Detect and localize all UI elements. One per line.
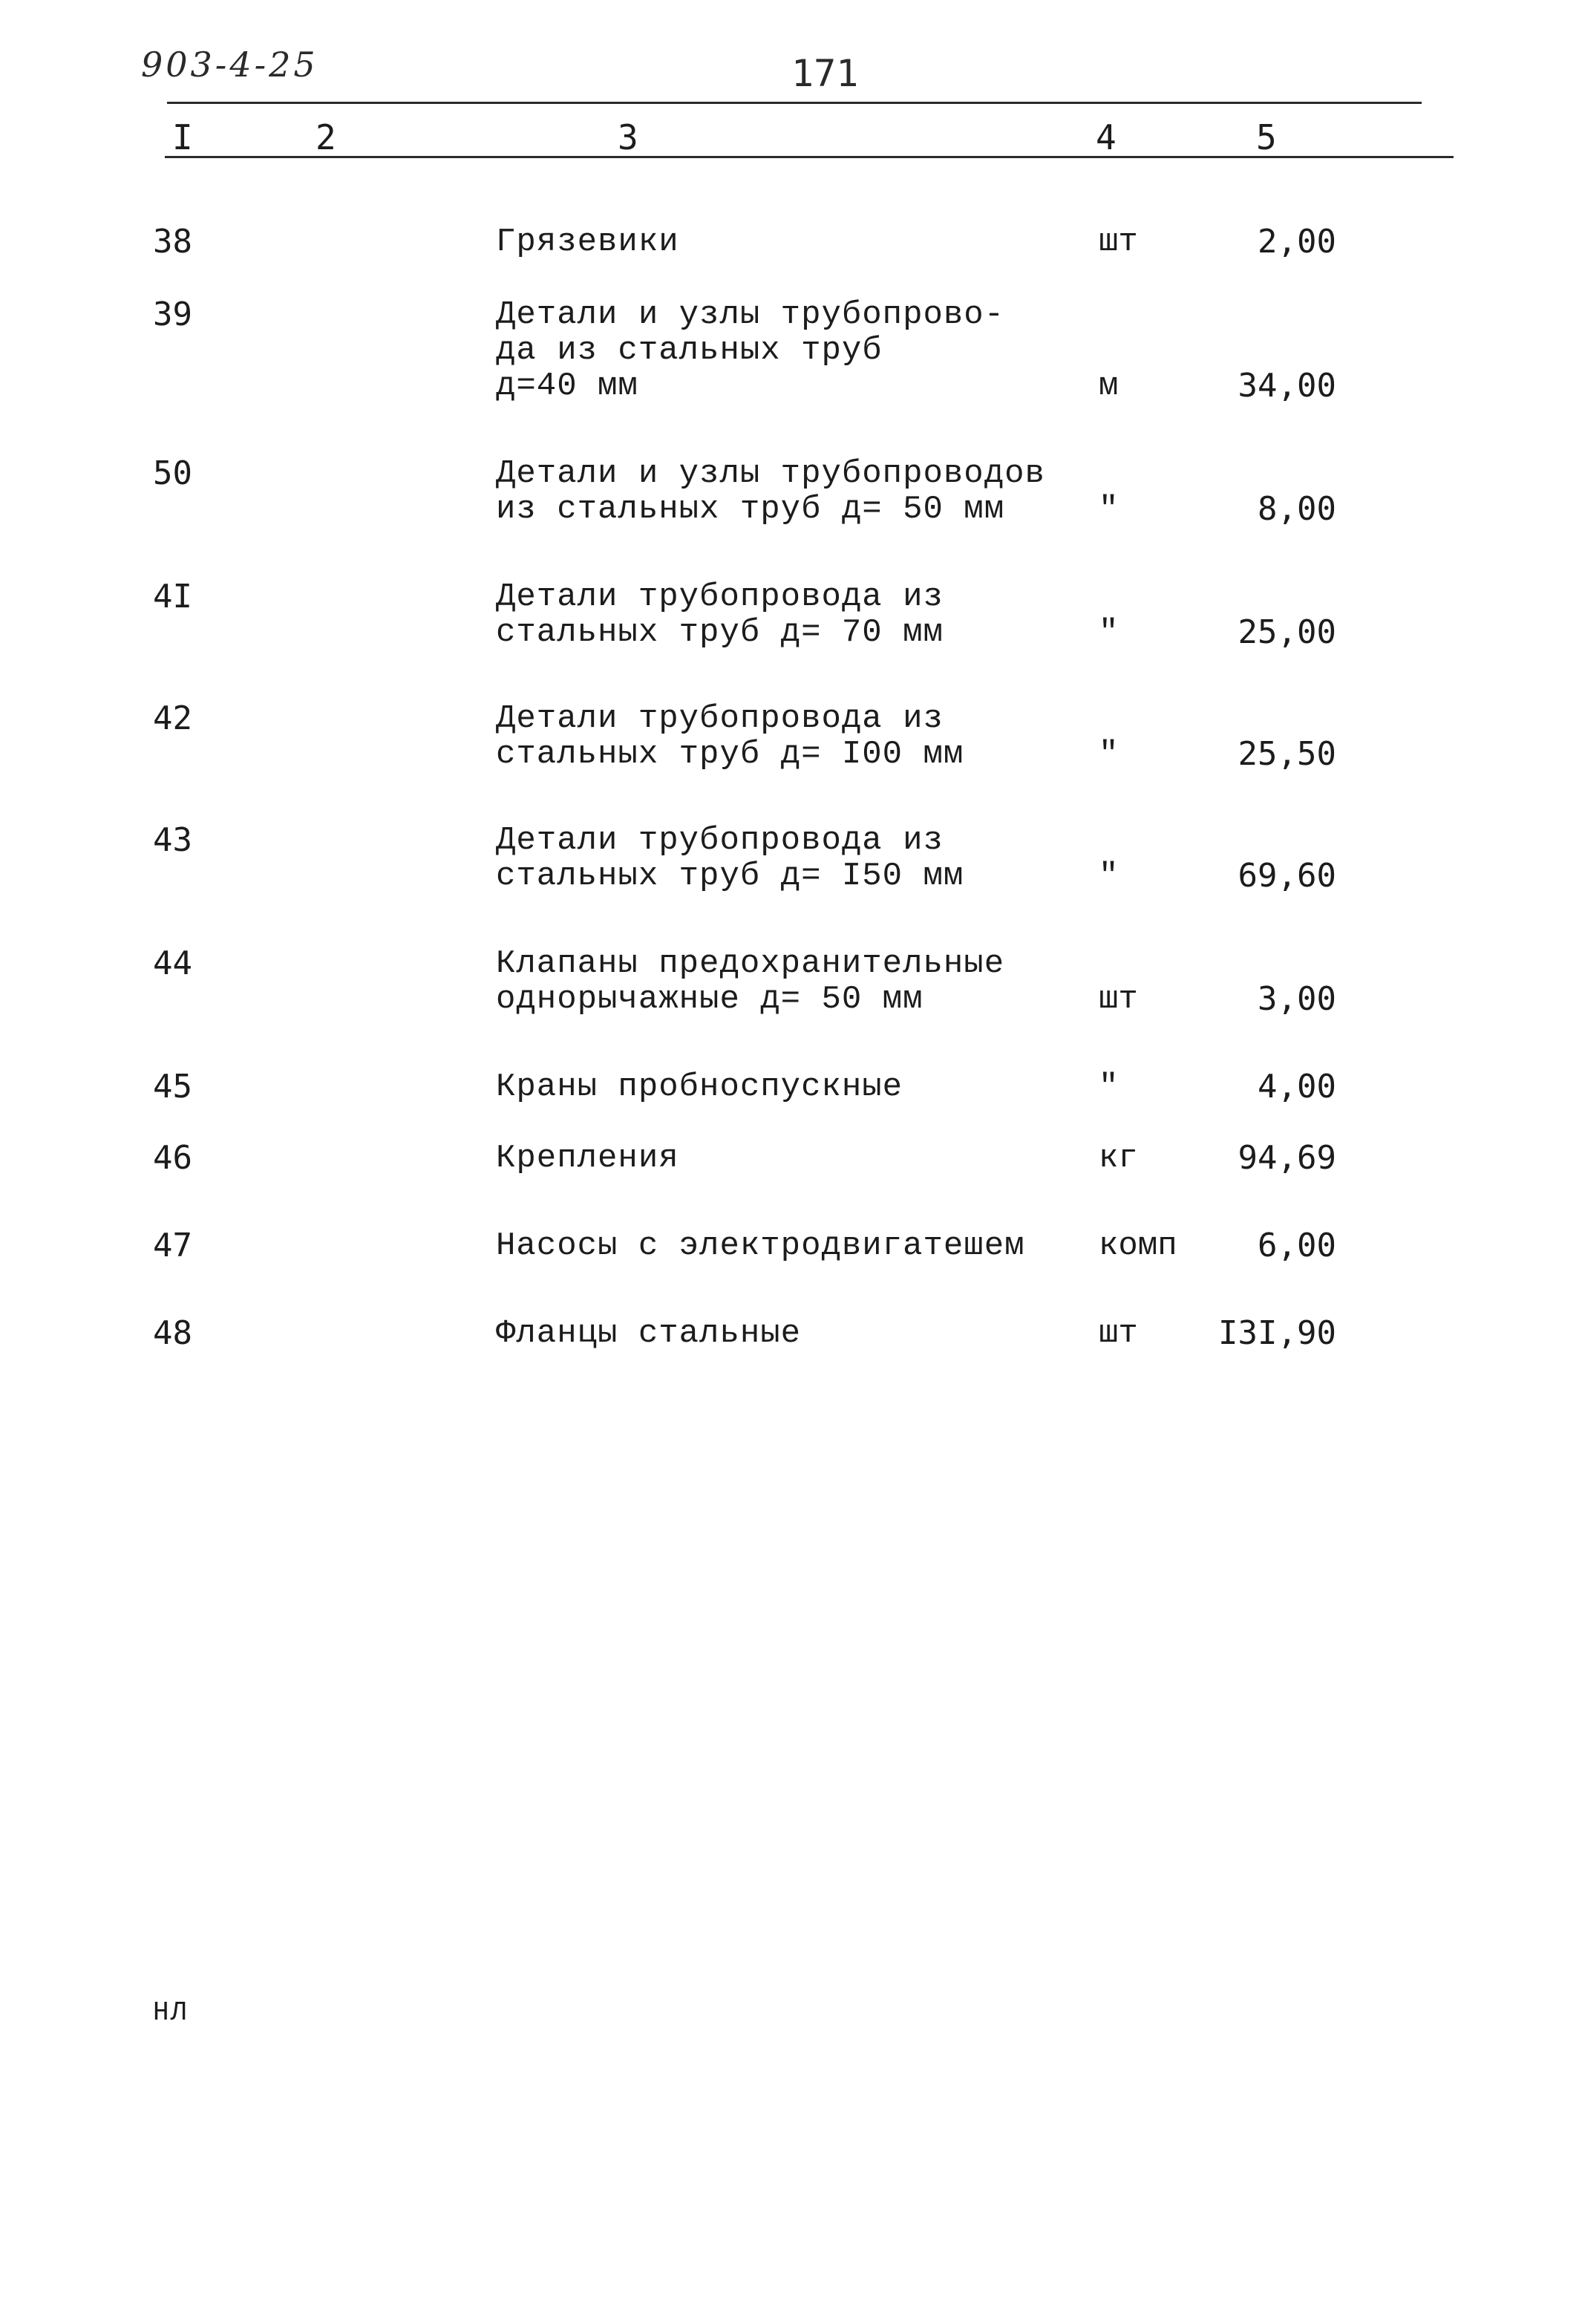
item-quantity: 4,00 xyxy=(1258,1068,1336,1106)
item-quantity: 94,69 xyxy=(1238,1139,1336,1177)
column-header-2: 2 xyxy=(316,117,336,157)
header-rule xyxy=(165,156,1454,158)
row-number: 48 xyxy=(153,1314,192,1352)
column-header-5: 5 xyxy=(1256,117,1277,157)
row-number: 42 xyxy=(153,699,192,737)
item-unit: м xyxy=(1099,368,1119,405)
item-quantity: 25,50 xyxy=(1238,735,1336,773)
item-unit: " xyxy=(1099,736,1119,773)
column-header-4: 4 xyxy=(1096,117,1117,157)
item-quantity: 6,00 xyxy=(1258,1227,1336,1264)
item-name: Детали трубопровода из стальных труб д= 70 мм xyxy=(496,578,944,651)
item-name: Детали трубопровода из стальных труб д= I00 мм xyxy=(496,700,964,773)
item-quantity: 69,60 xyxy=(1238,857,1336,895)
item-unit: шт xyxy=(1099,223,1138,261)
top-rule xyxy=(167,102,1422,104)
row-number: 46 xyxy=(153,1139,192,1177)
item-unit: шт xyxy=(1099,981,1138,1018)
item-name: Фланцы стальные xyxy=(496,1315,802,1352)
row-number: 50 xyxy=(153,454,192,492)
item-unit: шт xyxy=(1099,1315,1138,1352)
item-name: Клапаны предохранительные однорычажные д= 50 мм xyxy=(496,945,1005,1018)
row-number: 38 xyxy=(153,223,192,261)
item-name: Детали и узлы трубопрово- да из стальных труб д=40 мм xyxy=(496,296,1005,405)
item-quantity: I3I,90 xyxy=(1218,1314,1336,1352)
item-unit: " xyxy=(1099,858,1119,895)
item-name: Крепления xyxy=(496,1140,679,1177)
item-unit: комп xyxy=(1099,1227,1177,1264)
item-unit: кг xyxy=(1099,1140,1138,1177)
item-name: Краны пробноспускные xyxy=(496,1068,903,1106)
column-header-1: I xyxy=(172,117,193,157)
item-quantity: 34,00 xyxy=(1238,367,1336,405)
row-number: 43 xyxy=(153,821,192,859)
item-unit: " xyxy=(1099,491,1119,528)
item-quantity: 25,00 xyxy=(1238,613,1336,651)
item-quantity: 8,00 xyxy=(1258,490,1336,528)
row-number: 47 xyxy=(153,1227,192,1264)
row-number: 44 xyxy=(153,944,192,982)
item-unit: " xyxy=(1099,614,1119,651)
row-number: 4I xyxy=(153,578,192,616)
item-name: Грязевики xyxy=(496,223,679,261)
row-number: 39 xyxy=(153,296,192,333)
item-name: Детали и узлы трубопроводов из стальных труб д= 50 мм xyxy=(496,455,1045,528)
item-name: Насосы с электродвигатешем xyxy=(496,1227,1025,1264)
item-name: Детали трубопровода из стальных труб д= I50 мм xyxy=(496,822,964,895)
footer-mark: НЛ xyxy=(153,1997,189,2028)
document-code: 903-4-25 xyxy=(141,45,318,85)
item-unit: " xyxy=(1099,1068,1119,1106)
row-number: 45 xyxy=(153,1068,192,1106)
item-quantity: 2,00 xyxy=(1258,223,1336,261)
item-quantity: 3,00 xyxy=(1258,980,1336,1018)
column-header-3: 3 xyxy=(618,117,638,157)
page-number: 171 xyxy=(791,52,859,95)
